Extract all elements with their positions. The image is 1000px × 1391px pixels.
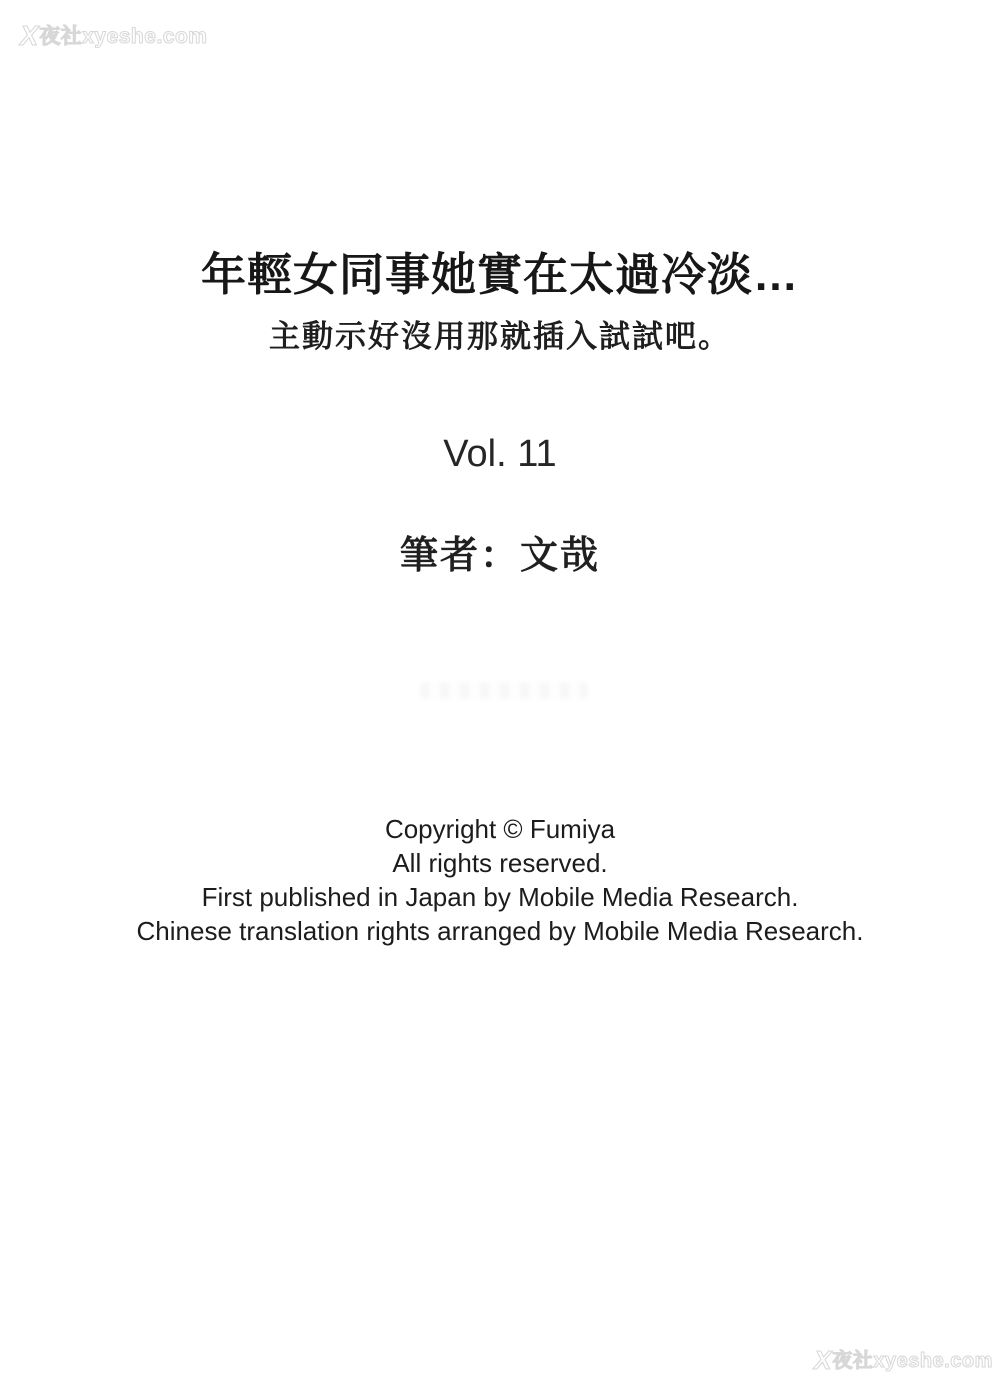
copyright-line: Chinese translation rights arranged by Mobile Media Research.	[136, 916, 864, 946]
watermark-x-logo-icon: X	[20, 20, 39, 51]
watermark-bottom-right	[814, 1344, 993, 1376]
watermark-top-left	[20, 20, 207, 52]
faint-erased-text	[420, 682, 588, 699]
volume-label: Vol. 11	[443, 433, 557, 475]
watermark-text: 夜社xyeshe.com	[39, 25, 208, 48]
page-title: 年輕女同事她實在太過冷淡…	[200, 249, 799, 300]
watermark-x-logo-icon: X	[814, 1345, 832, 1375]
author-label: 筆者：文哉	[399, 535, 600, 577]
copyright-line: All rights reserved.	[392, 848, 608, 878]
copyright-line: Copyright © Fumiya	[384, 814, 616, 844]
copyright-line: First published in Japan by Mobile Media Research.	[201, 882, 799, 912]
page-subtitle: 主動示好沒用那就插入試試吧。	[269, 319, 731, 354]
watermark-text: 夜社xyeshe.com	[832, 1350, 993, 1372]
copyright-block	[0, 812, 1000, 948]
